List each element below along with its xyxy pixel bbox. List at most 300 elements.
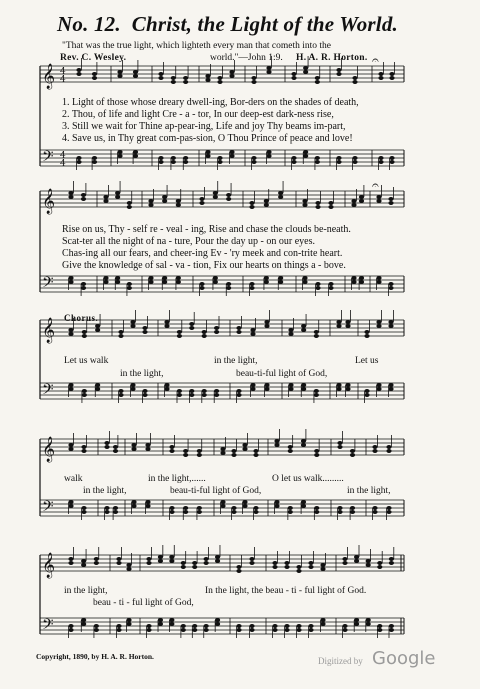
note-head bbox=[264, 276, 269, 280]
note-head bbox=[308, 628, 313, 632]
note-head bbox=[82, 330, 87, 334]
note-head bbox=[226, 282, 231, 286]
note-head bbox=[126, 618, 131, 622]
note-head bbox=[320, 567, 325, 571]
note-head bbox=[81, 286, 86, 290]
note-head bbox=[220, 504, 225, 508]
note-head bbox=[278, 195, 283, 199]
note-head bbox=[308, 561, 313, 565]
note-head bbox=[253, 506, 258, 510]
note-head bbox=[372, 510, 377, 514]
note-head bbox=[220, 500, 225, 504]
note-head bbox=[68, 628, 73, 632]
note-head bbox=[95, 383, 100, 387]
chorus-lyric: in the light, bbox=[83, 486, 127, 496]
note-head bbox=[274, 443, 279, 447]
note-head bbox=[351, 203, 356, 207]
note-head bbox=[68, 447, 73, 451]
epigraph-line-2: world."—John 1:9. bbox=[210, 53, 283, 63]
note-head bbox=[301, 383, 306, 387]
note-head bbox=[389, 628, 394, 632]
note-head bbox=[202, 330, 207, 334]
note-head bbox=[315, 160, 320, 164]
note-head bbox=[192, 628, 197, 632]
verse-2-line-b: Scat-ter all the night of na - ture, Pour the day up - on our eyes. bbox=[62, 236, 315, 247]
note-head bbox=[95, 387, 100, 391]
note-head bbox=[169, 449, 174, 453]
note-head bbox=[345, 324, 350, 328]
note-head bbox=[288, 510, 293, 514]
note-head bbox=[81, 510, 86, 514]
note-head bbox=[328, 201, 333, 205]
chorus-lyric: O let us walk......... bbox=[272, 474, 344, 484]
note-head bbox=[81, 506, 86, 510]
note-head bbox=[217, 76, 222, 80]
note-head bbox=[372, 445, 377, 449]
note-head bbox=[296, 565, 301, 569]
note-head bbox=[377, 628, 382, 632]
note-head bbox=[92, 156, 97, 160]
note-head bbox=[302, 199, 307, 203]
note-head bbox=[214, 393, 219, 397]
note-head bbox=[388, 387, 393, 391]
note-head bbox=[291, 160, 296, 164]
note-head bbox=[274, 439, 279, 443]
note-head bbox=[251, 76, 256, 80]
note-head bbox=[215, 559, 220, 563]
note-head bbox=[130, 383, 135, 387]
note-head bbox=[94, 624, 99, 628]
note-head bbox=[378, 76, 383, 80]
note-head bbox=[68, 280, 73, 284]
note-head bbox=[336, 160, 341, 164]
note-head bbox=[342, 628, 347, 632]
note-head bbox=[177, 330, 182, 334]
note-head bbox=[176, 280, 181, 284]
note-head bbox=[164, 387, 169, 391]
note-head bbox=[249, 205, 254, 209]
note-head bbox=[288, 387, 293, 391]
note-head bbox=[68, 624, 73, 628]
note-head bbox=[104, 441, 109, 445]
note-head bbox=[113, 510, 118, 514]
note-head bbox=[189, 393, 194, 397]
note-head bbox=[148, 199, 153, 203]
note-head bbox=[162, 280, 167, 284]
note-head bbox=[131, 447, 136, 451]
note-head bbox=[272, 628, 277, 632]
note-head bbox=[92, 72, 97, 76]
note-head bbox=[354, 555, 359, 559]
note-head bbox=[177, 389, 182, 393]
note-head bbox=[177, 334, 182, 338]
note-head bbox=[68, 191, 73, 195]
note-head bbox=[231, 453, 236, 457]
note-head bbox=[296, 628, 301, 632]
note-head bbox=[278, 191, 283, 195]
note-head bbox=[388, 286, 393, 290]
verse-4-line-a: 4. Save us, in Thy great com-pas-sion, O Thou Prince of peace and love! bbox=[62, 133, 353, 144]
note-head bbox=[389, 561, 394, 565]
note-head bbox=[158, 72, 163, 76]
fermata-icon: 𝄐 bbox=[372, 53, 379, 67]
note-head bbox=[81, 622, 86, 626]
note-head bbox=[204, 561, 209, 565]
note-head bbox=[197, 453, 202, 457]
note-head bbox=[142, 393, 147, 397]
note-head bbox=[337, 510, 342, 514]
time-signature: 4 bbox=[60, 75, 66, 85]
note-head bbox=[115, 276, 120, 280]
note-head bbox=[145, 504, 150, 508]
note-head bbox=[231, 510, 236, 514]
note-head bbox=[301, 387, 306, 391]
note-head bbox=[314, 334, 319, 338]
note-head bbox=[288, 445, 293, 449]
note-head bbox=[336, 383, 341, 387]
note-head bbox=[205, 78, 210, 82]
note-head bbox=[242, 443, 247, 447]
note-head bbox=[142, 330, 147, 334]
note-head bbox=[359, 195, 364, 199]
note-head bbox=[301, 443, 306, 447]
note-head bbox=[345, 387, 350, 391]
note-head bbox=[328, 205, 333, 209]
note-head bbox=[199, 282, 204, 286]
note-head bbox=[214, 330, 219, 334]
note-head bbox=[301, 324, 306, 328]
note-head bbox=[183, 76, 188, 80]
note-head bbox=[81, 563, 86, 567]
bass-clef-icon: 𝄢 bbox=[42, 616, 54, 637]
note-head bbox=[386, 445, 391, 449]
note-head bbox=[94, 561, 99, 565]
note-head bbox=[68, 561, 73, 565]
note-head bbox=[377, 561, 382, 565]
note-head bbox=[366, 563, 371, 567]
note-head bbox=[291, 72, 296, 76]
note-head bbox=[236, 393, 241, 397]
note-head bbox=[215, 618, 220, 622]
note-head bbox=[115, 280, 120, 284]
note-head bbox=[291, 156, 296, 160]
note-head bbox=[126, 622, 131, 626]
note-head bbox=[220, 451, 225, 455]
note-head bbox=[146, 628, 151, 632]
time-signature: 4 bbox=[60, 159, 66, 169]
note-head bbox=[192, 565, 197, 569]
note-head bbox=[377, 565, 382, 569]
chorus-lyric: walk bbox=[64, 474, 83, 484]
note-head bbox=[291, 76, 296, 80]
note-head bbox=[359, 276, 364, 280]
copyright-notice: Copyright, 1890, by H. A. R. Horton. bbox=[36, 652, 154, 661]
note-head bbox=[76, 72, 81, 76]
note-head bbox=[314, 510, 319, 514]
note-head bbox=[81, 197, 86, 201]
note-head bbox=[350, 506, 355, 510]
note-head bbox=[242, 504, 247, 508]
note-head bbox=[376, 387, 381, 391]
note-head bbox=[202, 334, 207, 338]
note-head bbox=[272, 624, 277, 628]
note-head bbox=[249, 557, 254, 561]
hymn-number: No. 12. bbox=[57, 12, 121, 36]
note-head bbox=[126, 567, 131, 571]
note-head bbox=[388, 201, 393, 205]
note-head bbox=[315, 286, 320, 290]
note-head bbox=[376, 199, 381, 203]
note-head bbox=[213, 195, 218, 199]
note-head bbox=[336, 387, 341, 391]
note-head bbox=[350, 449, 355, 453]
chorus-lyric: in the light, bbox=[64, 586, 108, 596]
note-head bbox=[158, 559, 163, 563]
note-head bbox=[158, 622, 163, 626]
note-head bbox=[189, 389, 194, 393]
note-head bbox=[284, 561, 289, 565]
note-head bbox=[117, 70, 122, 74]
bass-clef-icon: 𝄢 bbox=[42, 498, 54, 519]
note-head bbox=[250, 332, 255, 336]
note-head bbox=[264, 387, 269, 391]
note-head bbox=[81, 618, 86, 622]
note-head bbox=[199, 286, 204, 290]
note-head bbox=[213, 191, 218, 195]
note-head bbox=[315, 205, 320, 209]
note-head bbox=[176, 276, 181, 280]
note-head bbox=[68, 276, 73, 280]
note-head bbox=[336, 68, 341, 72]
note-head bbox=[130, 320, 135, 324]
note-head bbox=[94, 557, 99, 561]
note-head bbox=[236, 326, 241, 330]
note-head bbox=[199, 201, 204, 205]
note-head bbox=[217, 156, 222, 160]
note-head bbox=[126, 563, 131, 567]
note-head bbox=[95, 324, 100, 328]
chorus-lyric: Let us bbox=[355, 356, 379, 366]
verse-1-line-b: Rise on us, Thy - self re - veal - ing, Rise and chase the clouds be-neath. bbox=[62, 224, 351, 235]
note-head bbox=[274, 504, 279, 508]
note-head bbox=[242, 500, 247, 504]
note-head bbox=[131, 504, 136, 508]
note-head bbox=[104, 506, 109, 510]
note-head bbox=[181, 565, 186, 569]
note-head bbox=[164, 324, 169, 328]
note-head bbox=[389, 624, 394, 628]
note-head bbox=[199, 197, 204, 201]
note-head bbox=[177, 393, 182, 397]
note-head bbox=[302, 203, 307, 207]
note-head bbox=[278, 276, 283, 280]
note-head bbox=[278, 280, 283, 284]
google-watermark: Google bbox=[372, 648, 436, 669]
note-head bbox=[162, 276, 167, 280]
note-head bbox=[133, 150, 138, 154]
note-head bbox=[301, 439, 306, 443]
note-head bbox=[158, 555, 163, 559]
note-head bbox=[253, 510, 258, 514]
note-head bbox=[148, 280, 153, 284]
chorus-lyric: In the light, the beau - ti - ful light of God. bbox=[205, 586, 367, 596]
note-head bbox=[133, 154, 138, 158]
note-head bbox=[302, 276, 307, 280]
note-head bbox=[92, 160, 97, 164]
note-head bbox=[127, 205, 132, 209]
note-head bbox=[103, 276, 108, 280]
note-head bbox=[376, 383, 381, 387]
note-head bbox=[303, 66, 308, 70]
note-head bbox=[320, 563, 325, 567]
note-head bbox=[303, 70, 308, 74]
note-head bbox=[189, 322, 194, 326]
note-head bbox=[217, 160, 222, 164]
note-head bbox=[214, 389, 219, 393]
note-head bbox=[288, 506, 293, 510]
note-head bbox=[116, 557, 121, 561]
note-head bbox=[314, 506, 319, 510]
note-head bbox=[117, 74, 122, 78]
note-head bbox=[266, 150, 271, 154]
verse-3-line-b: Chas-ing all our fears, and cheer-ing Ev - 'ry meek and con-trite heart. bbox=[62, 248, 343, 259]
note-head bbox=[146, 557, 151, 561]
chorus-lyric: in the light, bbox=[347, 486, 391, 496]
note-head bbox=[264, 280, 269, 284]
treble-clef-icon: 𝄞 bbox=[42, 437, 56, 462]
note-head bbox=[81, 559, 86, 563]
note-head bbox=[104, 445, 109, 449]
note-head bbox=[113, 445, 118, 449]
bass-clef-icon: 𝄢 bbox=[42, 148, 54, 169]
note-head bbox=[181, 561, 186, 565]
note-head bbox=[204, 557, 209, 561]
note-head bbox=[231, 506, 236, 510]
note-head bbox=[181, 624, 186, 628]
note-head bbox=[249, 286, 254, 290]
note-head bbox=[213, 276, 218, 280]
note-head bbox=[158, 618, 163, 622]
note-head bbox=[169, 506, 174, 510]
note-head bbox=[68, 557, 73, 561]
note-head bbox=[376, 280, 381, 284]
chorus-lyric: in the light,...... bbox=[148, 474, 206, 484]
note-head bbox=[386, 449, 391, 453]
note-head bbox=[169, 445, 174, 449]
hymn-title-text: Christ, the Light of the World. bbox=[131, 12, 398, 36]
note-head bbox=[250, 328, 255, 332]
author-credit: Rev. C. Wesley. bbox=[60, 53, 127, 63]
note-head bbox=[202, 393, 207, 397]
note-head bbox=[220, 447, 225, 451]
note-head bbox=[164, 383, 169, 387]
note-head bbox=[213, 280, 218, 284]
verse-3-line-a: 3. Still we wait for Thine ap-pear-ing, Life and joy Thy beams im-part, bbox=[62, 121, 346, 132]
note-head bbox=[205, 154, 210, 158]
note-head bbox=[366, 618, 371, 622]
note-head bbox=[169, 510, 174, 514]
note-head bbox=[118, 393, 123, 397]
note-head bbox=[171, 76, 176, 80]
note-head bbox=[169, 559, 174, 563]
note-head bbox=[145, 443, 150, 447]
verse-2-line-a: 2. Thou, of life and light Cre - a - tor, In our deep-est dark-ness rise, bbox=[62, 109, 334, 120]
note-head bbox=[142, 389, 147, 393]
note-head bbox=[113, 449, 118, 453]
note-head bbox=[205, 150, 210, 154]
note-head bbox=[68, 383, 73, 387]
note-head bbox=[264, 199, 269, 203]
note-head bbox=[183, 160, 188, 164]
note-head bbox=[388, 320, 393, 324]
note-head bbox=[158, 160, 163, 164]
note-head bbox=[314, 330, 319, 334]
note-head bbox=[92, 76, 97, 80]
note-head bbox=[328, 286, 333, 290]
note-head bbox=[303, 150, 308, 154]
note-head bbox=[229, 74, 234, 78]
note-head bbox=[217, 80, 222, 84]
composer-credit: H. A. R. Horton. bbox=[296, 53, 368, 63]
note-head bbox=[249, 561, 254, 565]
note-head bbox=[236, 389, 241, 393]
note-head bbox=[288, 383, 293, 387]
note-head bbox=[145, 447, 150, 451]
note-head bbox=[253, 449, 258, 453]
note-head bbox=[249, 624, 254, 628]
note-head bbox=[68, 443, 73, 447]
note-head bbox=[388, 383, 393, 387]
note-head bbox=[205, 74, 210, 78]
note-head bbox=[389, 156, 394, 160]
note-head bbox=[162, 199, 167, 203]
note-head bbox=[197, 449, 202, 453]
note-head bbox=[288, 332, 293, 336]
note-head bbox=[274, 500, 279, 504]
note-head bbox=[183, 80, 188, 84]
note-head bbox=[231, 449, 236, 453]
note-head bbox=[376, 276, 381, 280]
verse-4-line-b: Give the knowledge of sal - va - tion, Fix our hearts on things a - bove. bbox=[62, 260, 346, 271]
note-head bbox=[229, 154, 234, 158]
note-head bbox=[389, 557, 394, 561]
note-head bbox=[336, 72, 341, 76]
treble-clef-icon: 𝄞 bbox=[42, 553, 56, 578]
note-head bbox=[337, 441, 342, 445]
note-head bbox=[68, 328, 73, 332]
note-head bbox=[215, 622, 220, 626]
note-head bbox=[236, 624, 241, 628]
note-head bbox=[118, 334, 123, 338]
note-head bbox=[328, 282, 333, 286]
note-head bbox=[242, 447, 247, 451]
note-head bbox=[251, 156, 256, 160]
note-head bbox=[145, 500, 150, 504]
note-head bbox=[376, 195, 381, 199]
note-head bbox=[342, 557, 347, 561]
note-head bbox=[104, 510, 109, 514]
chorus-lyric: beau - ti - ful light of God, bbox=[93, 598, 194, 608]
note-head bbox=[226, 286, 231, 290]
note-head bbox=[359, 199, 364, 203]
note-head bbox=[342, 624, 347, 628]
note-head bbox=[68, 332, 73, 336]
note-head bbox=[202, 389, 207, 393]
note-head bbox=[336, 156, 341, 160]
chorus-lyric: Let us walk bbox=[64, 356, 109, 366]
note-head bbox=[301, 328, 306, 332]
note-head bbox=[197, 506, 202, 510]
